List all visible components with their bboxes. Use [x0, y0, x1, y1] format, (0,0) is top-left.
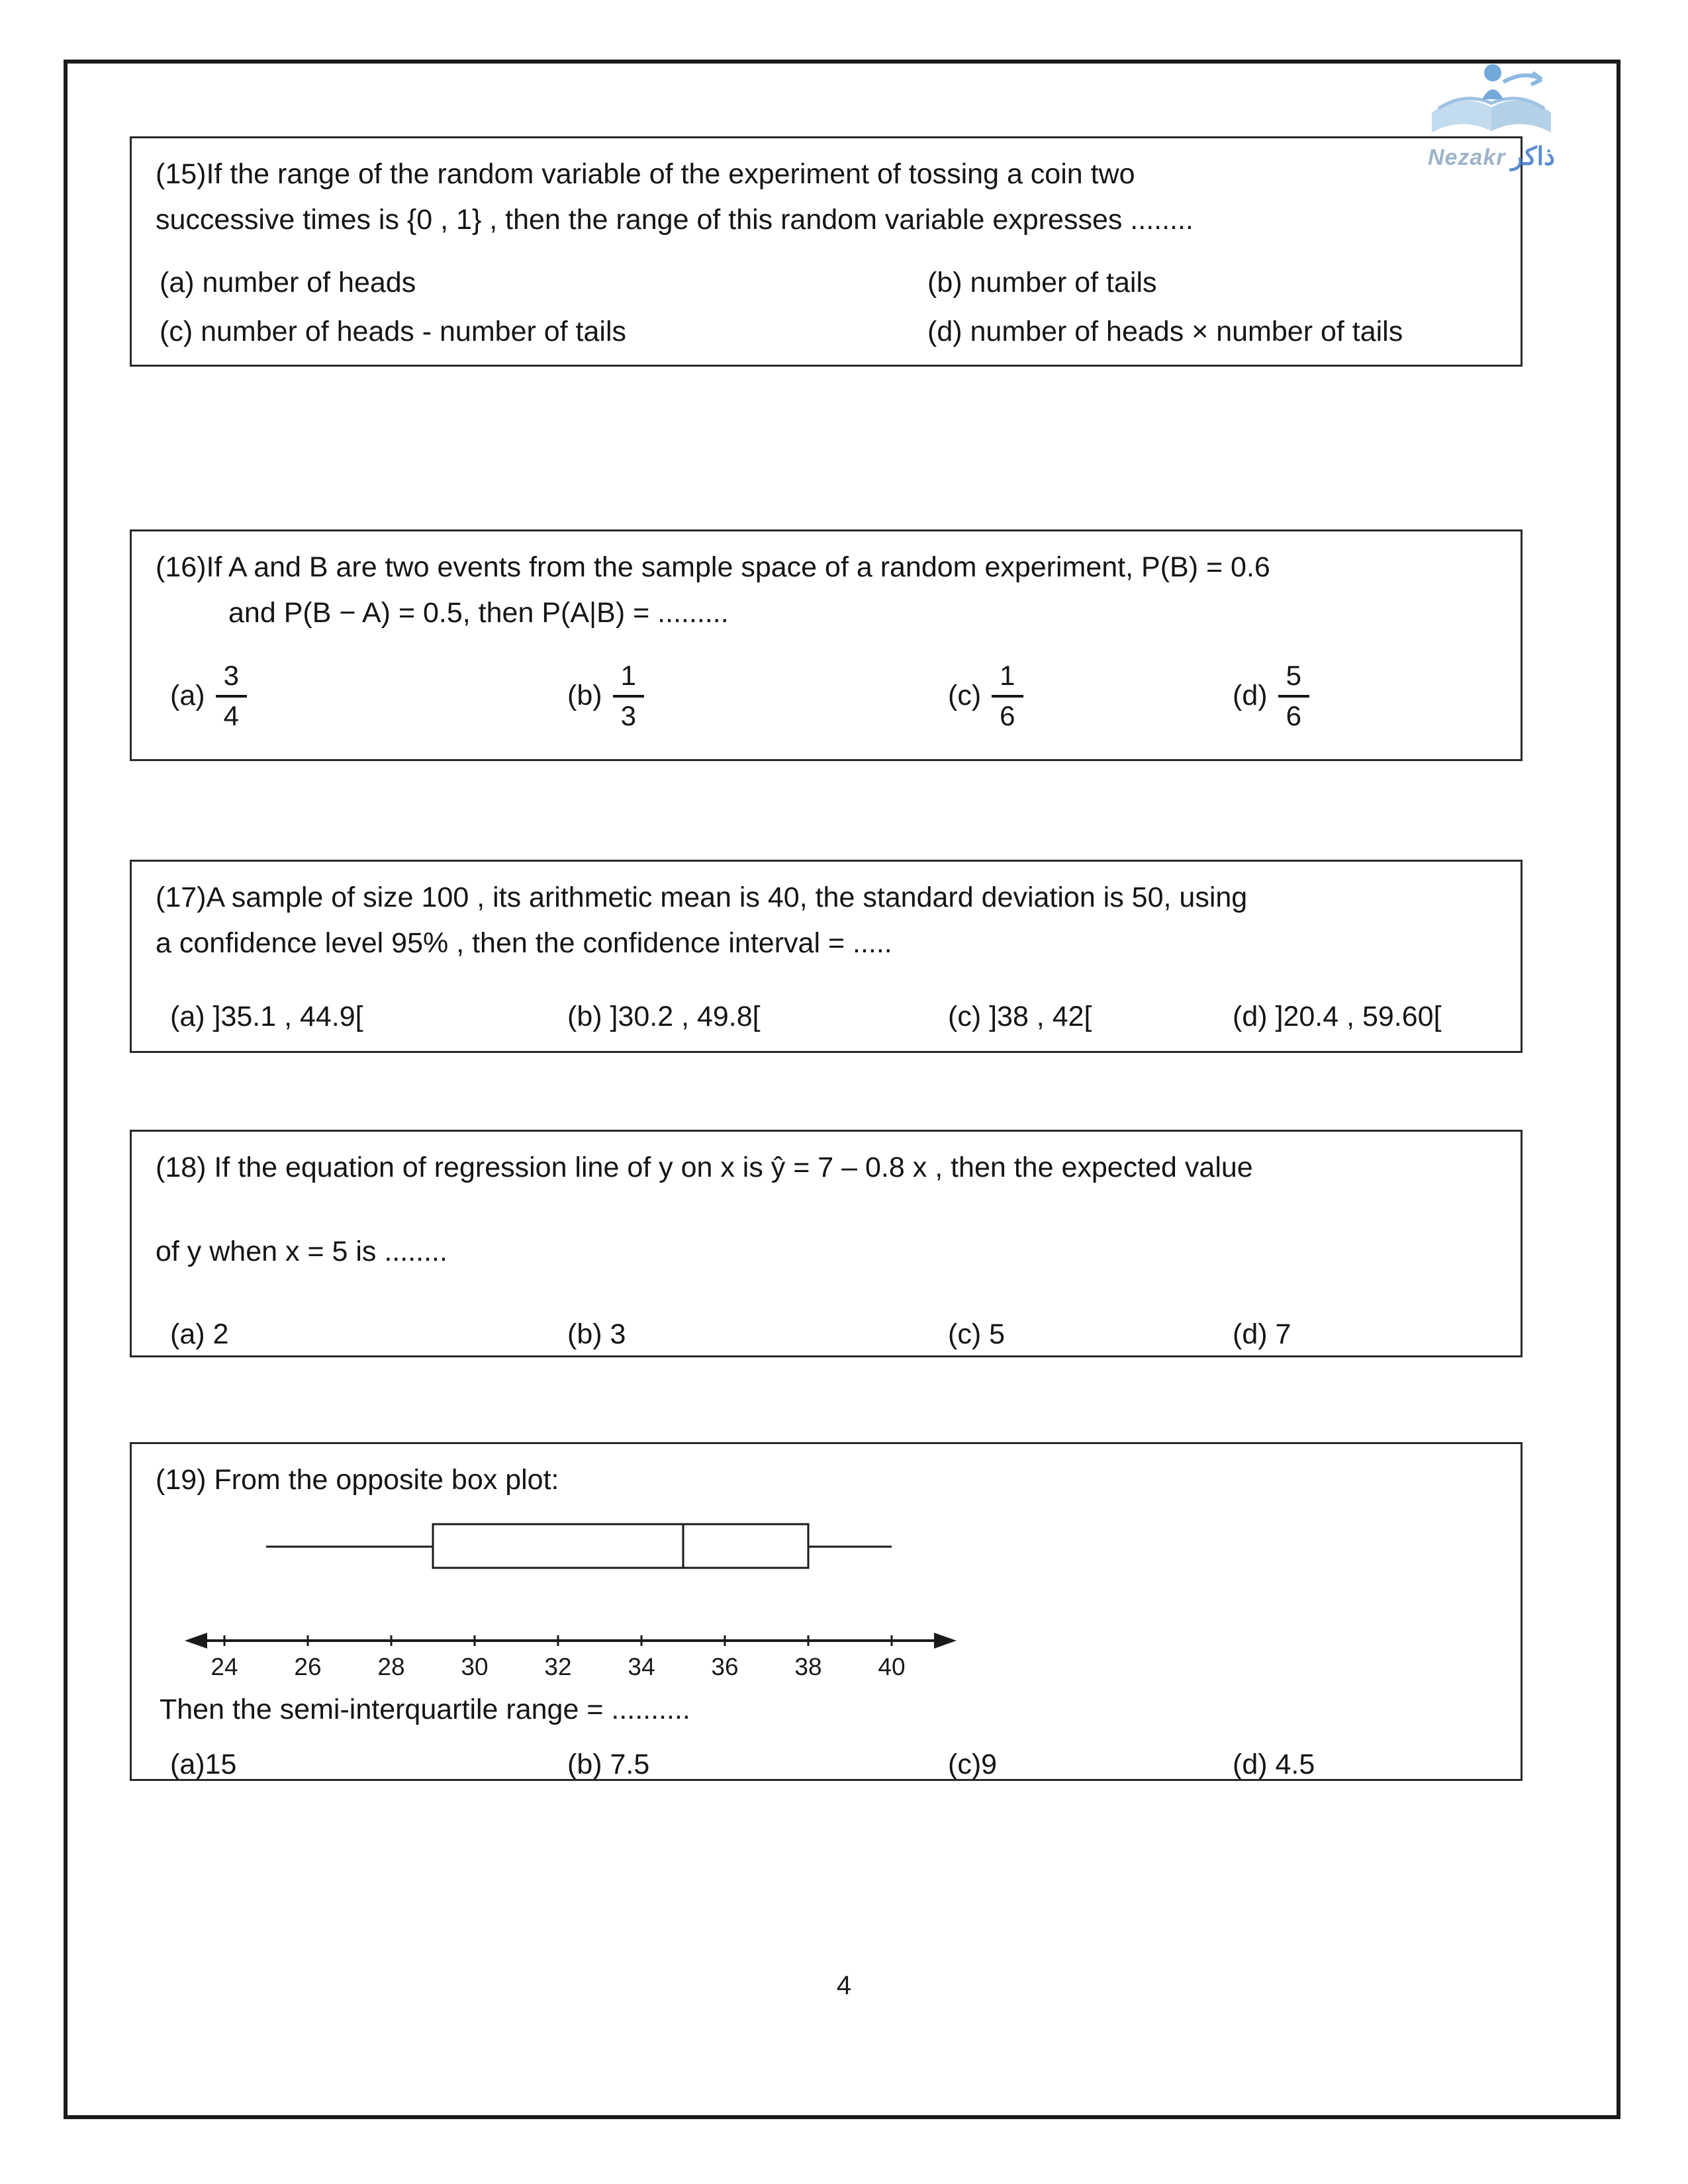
- question-15-option-c: (c) number of heads - number of tails: [160, 316, 627, 348]
- question-19-option-a: (a)15: [170, 1748, 237, 1780]
- question-19-option-b: (b) 7.5: [567, 1748, 650, 1780]
- option-c-fraction: $\frac{1}{6}$: [992, 659, 1023, 734]
- question-15-prompt-line-1: (15)If the range of the random variable of the experiment of tossing a coin two: [156, 158, 1135, 190]
- question-16-options: [156, 659, 1497, 734]
- question-16-option-a: [170, 659, 567, 734]
- question-15-options: [156, 260, 1497, 355]
- question-17-prompt-line-1: (17)A sample of size 100 , its arithmetic mean is 40, the standard deviation is 50, using: [156, 882, 1248, 913]
- svg-text:28: 28: [377, 1653, 405, 1680]
- question-17-option-b: (b) ]30.2 , 49.8[: [567, 1000, 761, 1032]
- question-15-option-d: (d) number of heads × number of tails: [927, 316, 1403, 348]
- svg-text:32: 32: [544, 1653, 572, 1680]
- option-d-fraction: $\frac{5}{6}$: [1278, 659, 1309, 734]
- svg-text:24: 24: [211, 1653, 238, 1680]
- question-19-box: [130, 1442, 1523, 1781]
- question-18-prompt-line-2: of y when x = 5 is ........: [156, 1235, 447, 1267]
- question-18-box: [130, 1130, 1523, 1357]
- option-c-label: (c): [948, 680, 982, 712]
- question-18-option-c: (c) 5: [948, 1318, 1005, 1350]
- question-15-option-a: (a) number of heads: [160, 266, 416, 298]
- option-a-label: (a): [170, 680, 205, 712]
- question-16-box: [130, 529, 1523, 761]
- question-19-post-text: Then the semi-interquartile range = ..........: [160, 1693, 690, 1725]
- question-17-option-a: (a) ]35.1 , 44.9[: [170, 1000, 363, 1032]
- svg-text:38: 38: [794, 1653, 822, 1680]
- question-17-box: [130, 860, 1523, 1053]
- question-18-option-b: (b) 3: [567, 1318, 626, 1350]
- question-16-prompt-line-2: and P(B − A) = 0.5, then P(A|B) = .........: [228, 596, 729, 629]
- question-19-options: [156, 1742, 1497, 1788]
- question-19-prompt: (19) From the opposite box plot:: [156, 1464, 559, 1496]
- nezakr-logo-text: [1409, 142, 1574, 171]
- logo-arabic-name: ذاكر: [1511, 143, 1556, 171]
- question-19-option-d: (d) 4.5: [1233, 1748, 1315, 1780]
- question-15-option-b: (b) number of tails: [927, 266, 1157, 298]
- boxplot-figure: [165, 1508, 992, 1686]
- question-17-option-d: (d) ]20.4 , 59.60[: [1233, 1000, 1442, 1032]
- svg-text:36: 36: [711, 1653, 739, 1680]
- logo-latin-name: Nezakr: [1427, 145, 1506, 170]
- question-18-option-a: (a) 2: [170, 1318, 229, 1350]
- question-15-box: [130, 136, 1523, 367]
- question-18-option-d: (d) 7: [1233, 1318, 1291, 1350]
- nezakr-logo: [1409, 53, 1574, 171]
- question-18-options: [156, 1312, 1497, 1357]
- svg-text:30: 30: [461, 1653, 489, 1680]
- svg-text:34: 34: [628, 1653, 655, 1680]
- option-b-label: (b): [567, 680, 602, 712]
- open-book-icon: [1419, 53, 1564, 146]
- svg-text:40: 40: [878, 1653, 906, 1680]
- option-d-label: (d): [1233, 680, 1268, 712]
- question-16-option-c: [948, 659, 1233, 734]
- option-a-fraction: $\frac{3}{4}$: [216, 659, 247, 734]
- svg-text:26: 26: [294, 1653, 322, 1680]
- option-b-fraction: $\frac{1}{3}$: [613, 659, 644, 734]
- question-17-prompt-line-2: a confidence level 95% , then the confidence interval = .....: [156, 927, 892, 959]
- question-18-prompt-line-1: (18) If the equation of regression line of y on x is ŷ = 7 – 0.8 x , then the expected value: [156, 1152, 1253, 1183]
- question-17-option-c: (c) ]38 , 42[: [948, 1000, 1092, 1032]
- question-19-option-c: (c)9: [948, 1748, 998, 1780]
- question-15-prompt-line-2: successive times is {0 , 1} , then the range of this random variable expresses ........: [156, 203, 1194, 236]
- question-16-option-d: [1233, 659, 1497, 734]
- question-17-options: [156, 994, 1497, 1040]
- page-border: [64, 60, 1620, 2119]
- question-16-prompt-line-1: (16)If A and B are two events from the sample space of a random experiment, P(B) = 0.6: [156, 551, 1270, 583]
- page-number: 4: [836, 1971, 852, 2000]
- question-16-option-b: [567, 659, 948, 734]
